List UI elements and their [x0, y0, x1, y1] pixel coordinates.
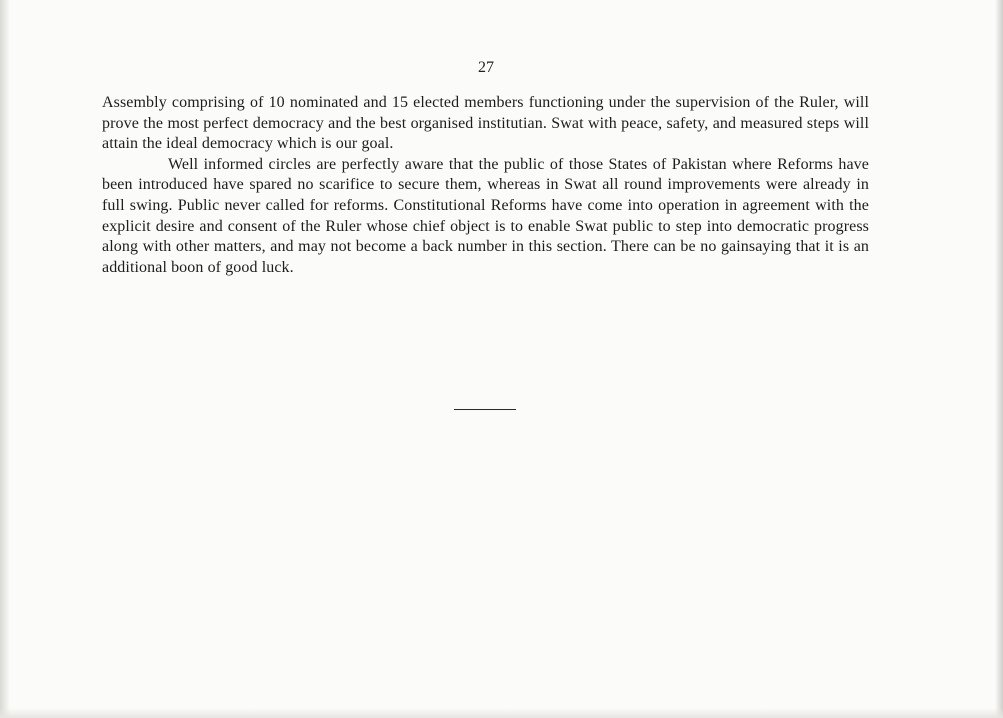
page-edge-shadow-left	[0, 0, 10, 718]
page-edge-shadow-right	[995, 0, 1003, 718]
page-number: 27	[478, 59, 494, 76]
paragraph: Assembly comprising of 10 nominated and 15 elected members functioning under the supervision of the Ruler, will prove the most perfect democracy and the best organised institutian. Swat with peace, safety, and measured steps will attain the ideal democracy which is our goal.	[102, 94, 869, 153]
body-text	[102, 93, 869, 278]
page-edge-shadow-bottom	[0, 708, 1003, 718]
paragraph: Well informed circles are perfectly aware that the public of those States of Pakistan where Reforms have been introduced have spared no scarifice to secure them, whereas in Swat all round improvements were already in full swing. Public never called for reforms. Constitutional Reforms have come into operation in agreement with the explicit desire and consent of the Ruler whose chief object is to enable Swat public to step into democratic progress along with other matters, and may not become a back number in this section. There can be no gainsaying that it is an additional boon of good luck.	[102, 155, 869, 276]
section-divider	[454, 409, 516, 410]
